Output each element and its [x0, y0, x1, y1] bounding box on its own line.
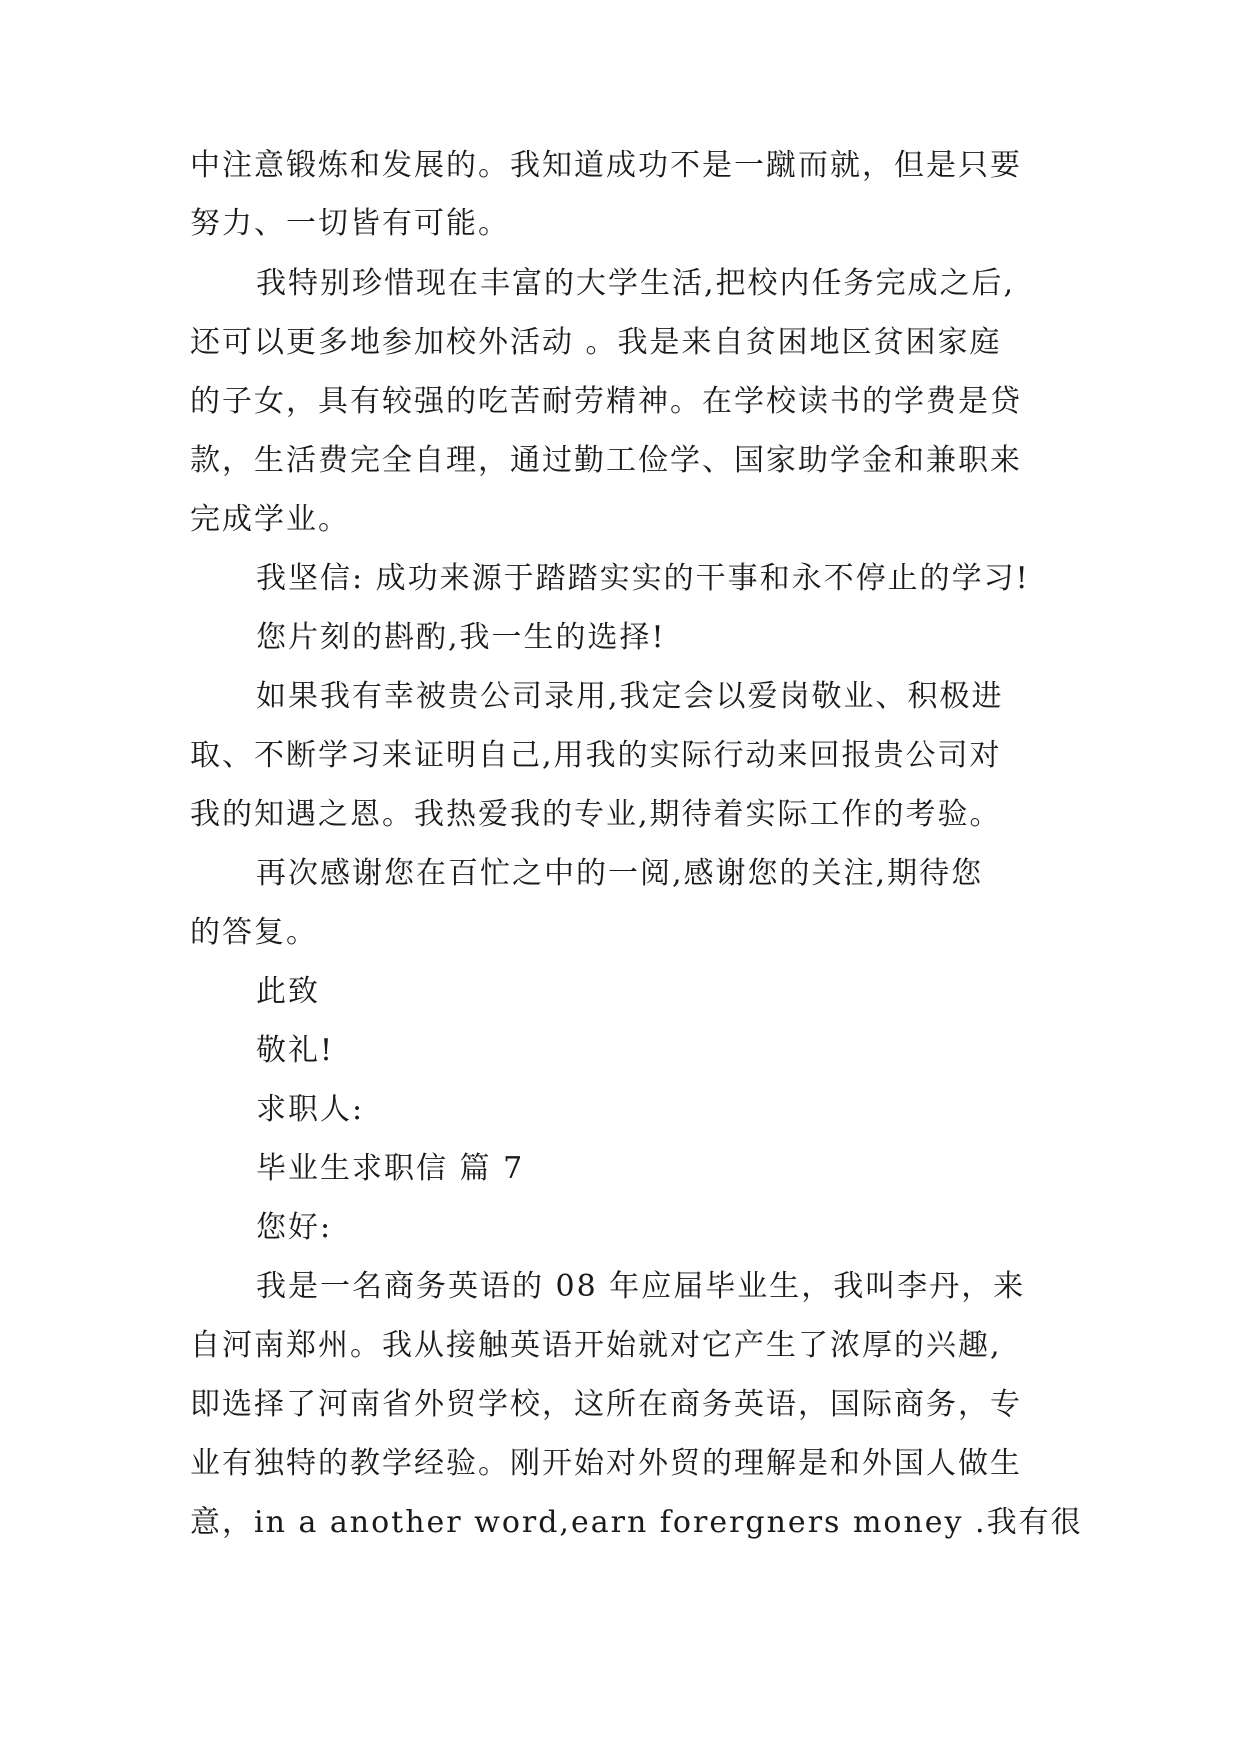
paragraph-start-line: 我是一名商务英语的 08 年应届毕业生，我叫李丹，来 [256, 1269, 1026, 1304]
paragraph-start-line: 您片刻的斟酌,我一生的选择! [256, 620, 666, 655]
text-line: 完成学业。 [190, 502, 350, 537]
greeting: 您好: [256, 1210, 333, 1245]
text-line: 即选择了河南省外贸学校，这所在商务英语，国际商务，专 [190, 1387, 1022, 1422]
text-line: 我的知遇之恩。我热爱我的专业,期待着实际工作的考验。 [190, 797, 1002, 832]
closing-respect: 敬礼! [256, 1033, 335, 1068]
text-line: 还可以更多地参加校外活动 。我是来自贫困地区贫困家庭 [190, 325, 1002, 360]
section-heading: 毕业生求职信 篇 7 [256, 1151, 525, 1186]
paragraph-start-line: 我特别珍惜现在丰富的大学生活,把校内任务完成之后, [256, 266, 1016, 301]
text-line: 意，in a another word,earn forergners money .我有很 [190, 1505, 1083, 1540]
applicant-label: 求职人: [256, 1092, 365, 1127]
text-line: 款，生活费完全自理，通过勤工俭学、国家助学金和兼职来 [190, 443, 1022, 478]
paragraph-start-line: 如果我有幸被贵公司录用,我定会以爱岗敬业、积极进 [256, 679, 1004, 714]
paragraph-start-line: 再次感谢您在百忙之中的一阅,感谢您的关注,期待您 [256, 856, 984, 891]
paragraph-start-line: 我坚信: 成功来源于踏踏实实的干事和永不停止的学习! [256, 561, 1030, 596]
text-line: 中注意锻炼和发展的。我知道成功不是一蹴而就，但是只要 [190, 148, 1022, 183]
text-line: 的子女，具有较强的吃苦耐劳精神。在学校读书的学费是贷 [190, 384, 1022, 419]
text-line: 努力、一切皆有可能。 [190, 206, 510, 241]
text-line: 自河南郑州。我从接触英语开始就对它产生了浓厚的兴趣, [190, 1328, 1002, 1363]
text-line: 的答复。 [190, 915, 318, 950]
closing-salutation: 此致 [256, 974, 320, 1009]
text-line: 取、不断学习来证明自己,用我的实际行动来回报贵公司对 [190, 738, 1002, 773]
text-line: 业有独特的教学经验。刚开始对外贸的理解是和外国人做生 [190, 1446, 1022, 1481]
